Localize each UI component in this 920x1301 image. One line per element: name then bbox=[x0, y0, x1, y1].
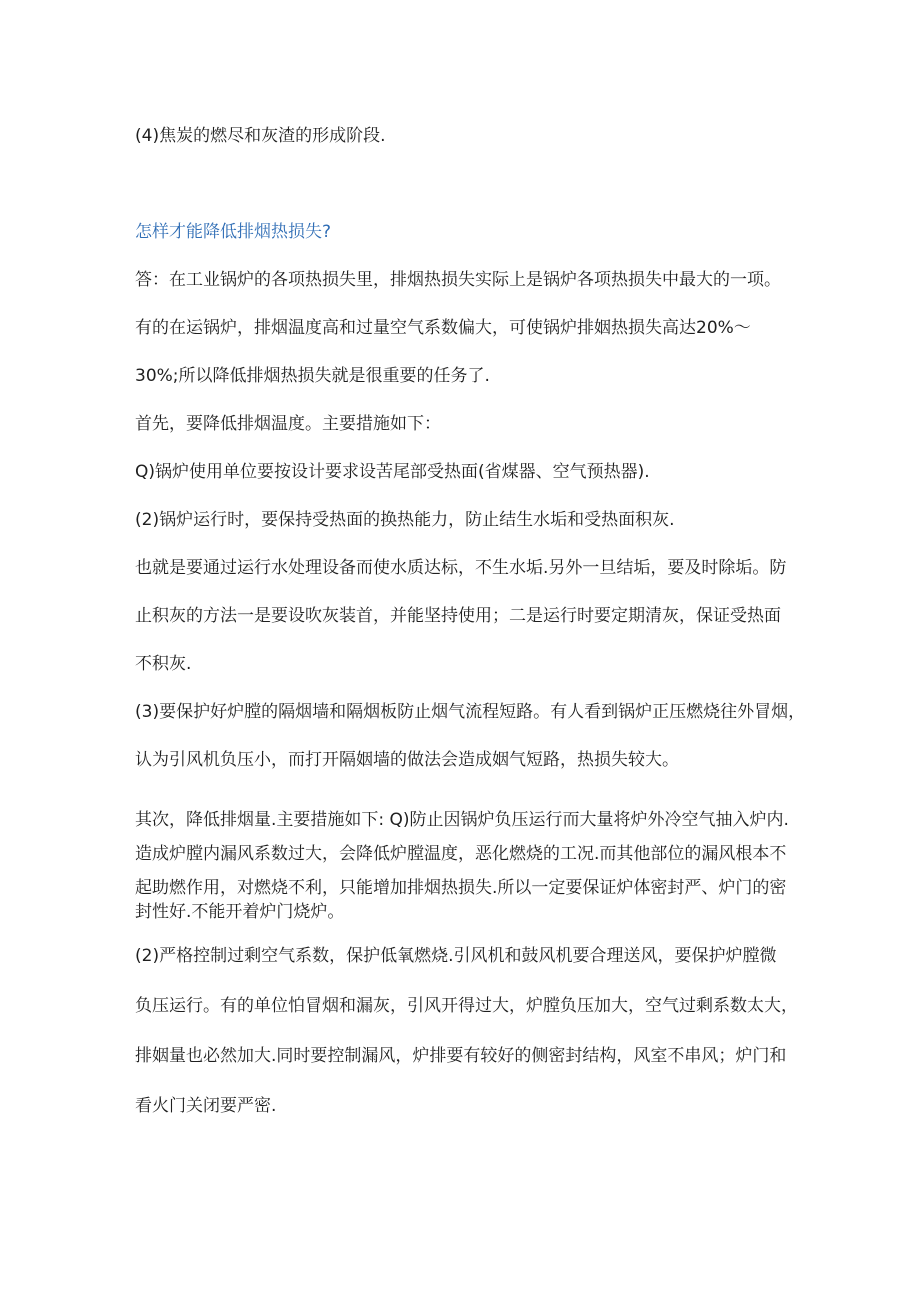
paragraph-line: 答：在工业锅炉的各项热损失里，排烟热损失实际上是锅炉各项热损失中最大的一项。 bbox=[135, 270, 781, 290]
paragraph-line: 止积灰的方法一是要设吹灰装首，并能坚持使用；二是运行时要定期清灰，保证受热面 bbox=[135, 606, 781, 626]
paragraph-line: 负压运行。有的单位怕冒烟和漏灰，引风开得过大，炉膛负压加大，空气过剩系数太大， bbox=[135, 996, 798, 1016]
paragraph-line: (2)锅炉运行时，要保持受热面的换热能力，防止结生水垢和受热面积灰. bbox=[135, 510, 675, 530]
paragraph-line: 造成炉膛内漏风系数过大，会降低炉膛温度，恶化燃烧的工况.而其他部位的漏风根本不 bbox=[135, 844, 787, 864]
paragraph-line: 首先，要降低排烟温度。主要措施如下： bbox=[135, 414, 441, 434]
paragraph-line: 认为引风机负压小，而打开隔姻墙的做法会造成姻气短路，热损失较大。 bbox=[135, 750, 679, 770]
paragraph-line: (2)严格控制过剩空气系数，保护低氧燃烧.引风机和鼓风机要合理送风，要保护炉膛微 bbox=[135, 946, 777, 966]
paragraph-line: Q)锅炉使用单位要按设计要求设苦尾部受热面(省煤器、空气预热器). bbox=[135, 462, 650, 482]
paragraph-line: 30%;所以降低排烟热损失就是很重要的任务了. bbox=[135, 366, 490, 386]
paragraph-line: 也就是要通过运行水处理设备而使水质达标，不生水垢.另外一旦结垢，要及时除垢。防 bbox=[135, 558, 787, 578]
paragraph-line: (3)要保护好炉膛的隔烟墙和隔烟板防止烟气流程短路。有人看到锅炉正压燃烧往外冒烟， bbox=[135, 702, 806, 722]
paragraph-line: 看火门关闭要严密. bbox=[135, 1096, 277, 1116]
paragraph-line: 不积灰. bbox=[135, 654, 192, 674]
paragraph-line: 其次，降低排烟量.主要措施如下: Q)防止因锅炉负压运行而大量将炉外冷空气抽入炉内. bbox=[135, 810, 789, 830]
paragraph-line: 起助燃作用，对燃烧不利，只能增加排烟热损失.所以一定要保证炉体密封严、炉门的密 bbox=[135, 878, 787, 898]
intro-line: (4)焦炭的燃尽和灰渣的形成阶段. bbox=[135, 126, 386, 146]
paragraph-line: 有的在运锅炉，排烟温度高和过量空气系数偏大，可使锅炉排姻热损失高达20%〜 bbox=[135, 318, 751, 338]
paragraph-line: 排姻量也必然加大.同时要控制漏风，炉排要有较好的侧密封结构，风室不串风；炉门和 bbox=[135, 1046, 787, 1066]
paragraph-line: 封性好.不能开着炉门烧炉。 bbox=[135, 902, 345, 922]
section-title: 怎样才能降低排烟热损失? bbox=[135, 222, 332, 242]
